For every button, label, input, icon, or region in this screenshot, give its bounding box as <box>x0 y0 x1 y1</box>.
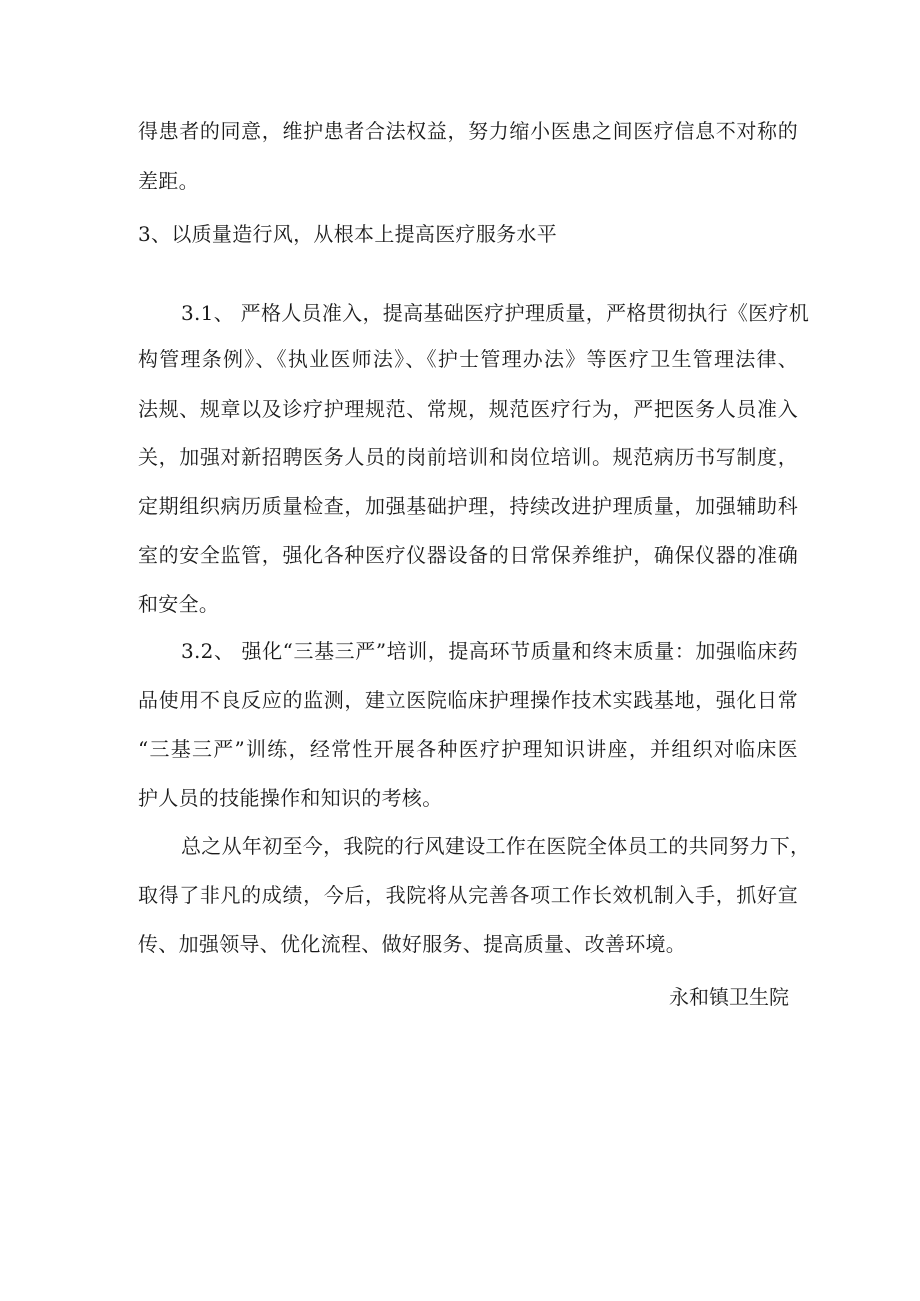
paragraph-line: 护人员的技能操作和知识的考核。 <box>138 786 443 810</box>
paragraph-line: 3.1、 严格人员准入，提高基础医疗护理质量，严格贯彻执行《医疗机 <box>181 301 810 325</box>
paragraph-line: 得患者的同意，维护患者合法权益，努力缩小医患之间医疗信息不对称的 <box>138 119 798 143</box>
paragraph-line: 品使用不良反应的监测，建立医院临床护理操作技术实践基地，强化日常 <box>138 688 798 712</box>
paragraph-line: 定期组织病历质量检查，加强基础护理，持续改进护理质量，加强辅助科 <box>138 494 798 518</box>
paragraph-line: 和安全。 <box>138 592 220 616</box>
paragraph-line: 差距。 <box>138 169 199 193</box>
paragraph-line: 关，加强对新招聘医务人员的岗前培训和岗位培训。规范病历书写制度， <box>138 445 798 469</box>
section-heading: 3、以质量造行风，从根本上提高医疗服务水平 <box>138 222 558 246</box>
paragraph-line: 总之从年初至今，我院的行风建设工作在医院全体员工的共同努力下， <box>181 834 811 858</box>
paragraph-line: 3.2、 强化“三基三严”培训，提高环节质量和终末质量：加强临床药 <box>181 639 798 663</box>
paragraph-line: 法规、规章以及诊疗护理规范、常规，规范医疗行为，严把医务人员准入 <box>138 397 798 421</box>
signature-org: 永和镇卫生院 <box>669 985 789 1009</box>
paragraph-line: 构管理条例》、《执业医师法》、《护士管理办法》等医疗卫生管理法律、 <box>138 347 798 371</box>
paragraph-line: “三基三严”训练，经常性开展各种医疗护理知识讲座，并组织对临床医 <box>138 737 798 761</box>
paragraph-line: 传、加强领导、优化流程、做好服务、提高质量、改善环境。 <box>138 932 687 956</box>
paragraph-line: 取得了非凡的成绩，今后，我院将从完善各项工作长效机制入手，抓好宣 <box>138 883 798 907</box>
paragraph-line: 室的安全监管，强化各种医疗仪器设备的日常保养维护，确保仪器的准确 <box>138 543 798 567</box>
